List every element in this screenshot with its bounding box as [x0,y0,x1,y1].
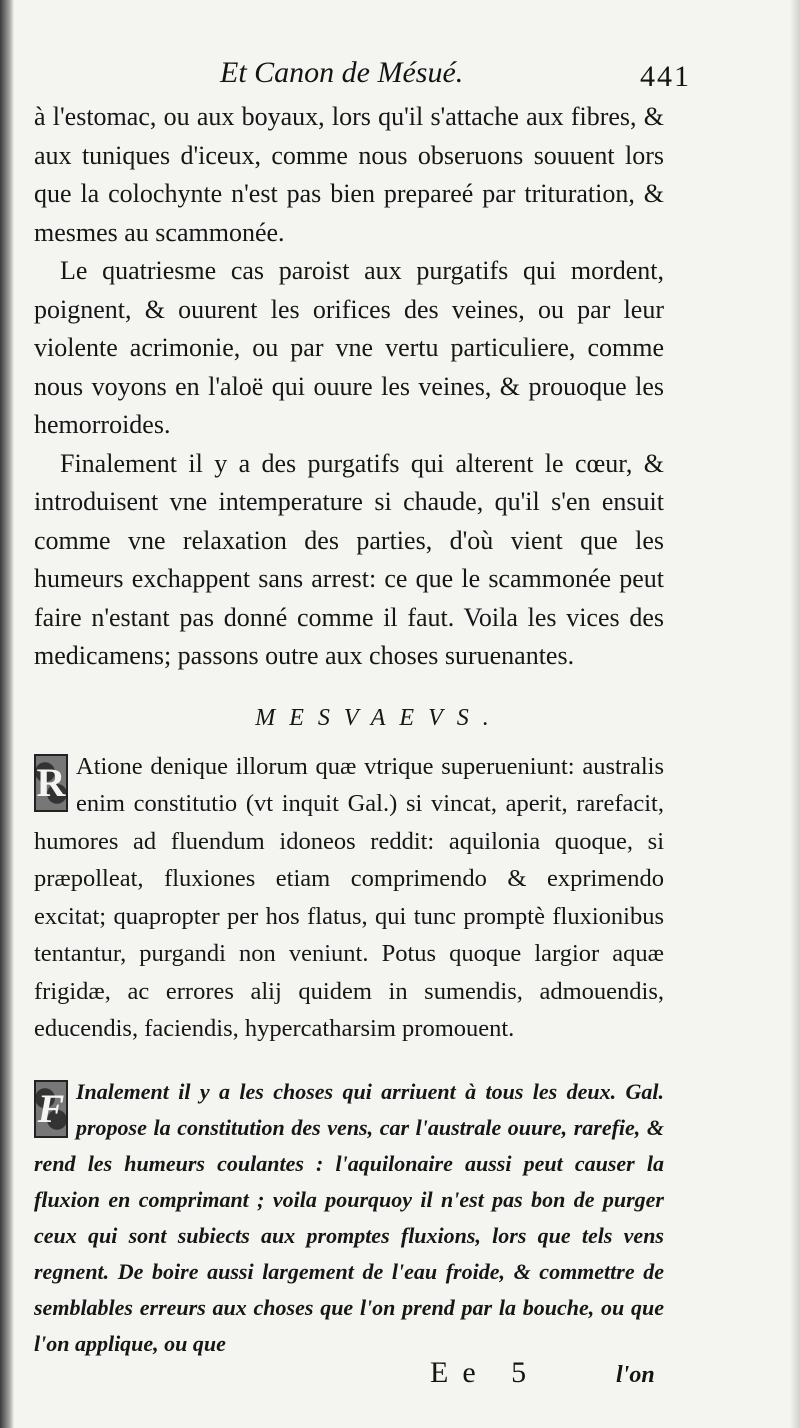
french-paragraph-1: à l'estomac, ou aux boyaux, lors qu'il s'attache aux fibres, & aux tuniques d'iceux, comme nous obseruons souuent lors que la colochynte n'est pas bien prepareé par trituration, & mesmes au scammonée. [34,102,664,247]
section-heading-mesuaevus: MESVAEVS. [255,704,503,731]
latin-paragraph-text: Atione denique illorum quæ vtrique superueniunt: australis enim constitutio (vt inquit Gal.) si vincat, aperit, rarefacit, humores ad fluendum idoneos reddit: aquilonia quoque, si præpolleat, fluxiones etiam comprimendo & exprimendo excitat; quapropter per hos flatus, qui tunc promptè fluxionibus tentantur, purgandi non veniunt. Potus quoque largior aquæ frigidæ, ac errores alij quidem in sumendis, admouendis, educendis, faciendis, hypercatharsim promouent. [34,752,664,1042]
page-number: 441 [640,60,691,93]
catchword: l'on [616,1362,655,1388]
italic-paragraph-text: Inalement il y a les choses qui arriuent à tous les deux. Gal. propose la constitution des vens, car l'australe ouure, rarefie, & rend les humeurs coulantes : l'aquilonaire aussi peut causer la fluxion en comprimant ; voila pourquoy il n'est pas bon de purger ceux qui sont subiects aux promptes fluxions, lors que tels vens regnent. De boire aussi largement de l'eau froide, & commettre de semblables erreurs aux choses que l'on prend par la bouche, ou que l'on applique, ou que [34,1078,664,1356]
page-gutter-shadow [0,0,14,1428]
french-paragraph-2: Le quatriesme cas paroist aux purgatifs qui mordent, poignent, & ouurent les orifices des veines, ou par leur violente acrimonie, ou par vne vertu particuliere, comme nous voyons en l'aloë qui ouure les veines, & prouoque les hemorroides. [34,256,664,439]
ornamental-dropcap-r [34,754,68,812]
dropcap-letter: F [37,1085,65,1131]
page-header [32,56,691,96]
signature-mark: Ee 5 [430,1356,541,1389]
latin-paragraph [34,748,664,1048]
running-head: Et Canon de Mésué. [220,56,464,89]
page-edge [790,0,800,1428]
italic-commentary-paragraph [34,1074,664,1362]
ornamental-dropcap-f [34,1080,68,1138]
dropcap-letter: R [36,759,66,805]
page-body [34,98,664,1362]
french-paragraph-3: Finalement il y a des purgatifs qui alterent le cœur, & introduisent vne intemperature si chaude, qu'il s'en ensuit comme vne relaxation des parties, d'où vient que les humeurs exchappent sans arrest: ce que le scammonée peut faire n'estant pas donné comme il faut. Voila les vices des medicamens; passons outre aux choses suruenantes. [34,448,664,670]
